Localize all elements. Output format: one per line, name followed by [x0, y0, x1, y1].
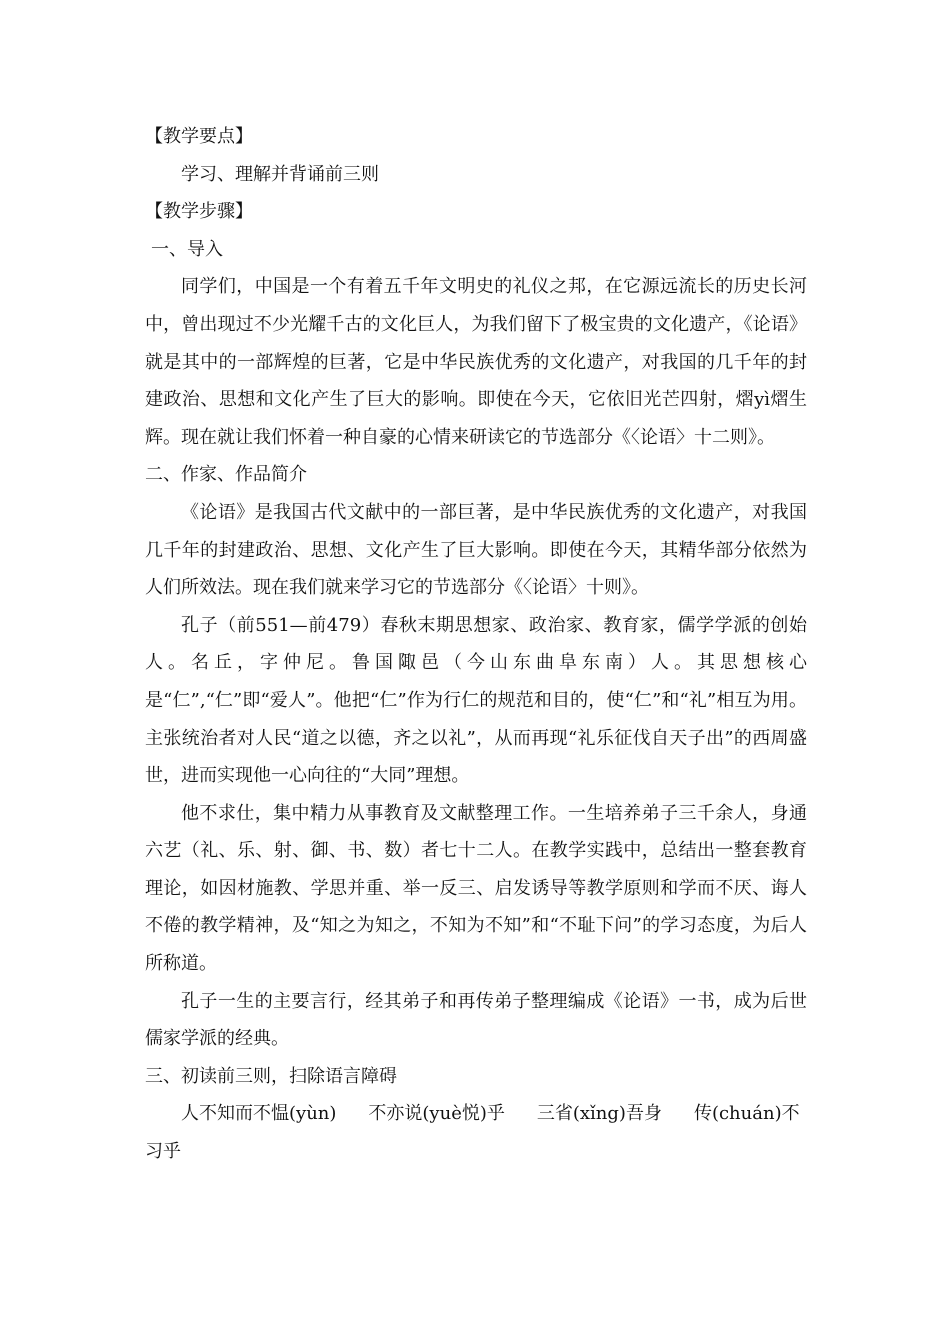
- part1-heading: 一、导入: [151, 238, 223, 260]
- vocab-list: [145, 1095, 807, 1170]
- part2-paragraph-4: 孔子一生的主要言行，经其弟子和再传弟子整理编成《论语》一书，成为后世儒家学派的经典。: [145, 990, 807, 1050]
- part2-paragraph-1: 《论语》是我国古代文献中的一部巨著，是中华民族优秀的文化遗产，对我国几千年的封建政治、思想、文化产生了巨大影响。即使在今天，其精华部分依然为人们所效法。现在我们就来学习它的节选部分《〈论语〉十则》。: [145, 501, 807, 599]
- key-points-text: 学习、理解并背诵前三则: [181, 163, 379, 185]
- vocab-item: 人不知而不愠(yùn): [181, 1103, 337, 1125]
- steps-heading: 【教学步骤】: [145, 201, 253, 223]
- part2-paragraph-3: 他不求仕，集中精力从事教育及文献整理工作。一生培养弟子三千余人，身通六艺（礼、乐、射、御、书、数）者七十二人。在教学实践中，总结出一整套教育理论，如因材施教、学思并重、举一反三、启发诱导等教学原则和学而不厌、诲人不倦的教学精神，及“知之为知之，不知为不知”和“不耻下问”的学习态度，为后人所称道。: [145, 802, 807, 975]
- vocab-item: 三省(xǐng)吾身: [536, 1103, 662, 1125]
- vocab-item: 不亦说(yuè悦)乎: [368, 1103, 505, 1125]
- vocab-item: 传(chuán)不习乎: [145, 1103, 800, 1163]
- part2-paragraph-2: 孔子（前551—前479）春秋末期思想家、政治家、教育家，儒学学派的创始人。名丘，字仲尼。鲁国陬邑（今山东曲阜东南）人。其思想核心是“仁”,“仁”即“爱人”。他把“仁”作为行仁的规范和目的，使“仁”和“礼”相互为用。主张统治者对人民“道之以德，齐之以礼”，从而再现“礼乐征伐自天子出”的西周盛世，进而实现他一心向往的“大同”理想。: [145, 614, 807, 787]
- part2-heading: 二、作家、作品简介: [145, 464, 307, 486]
- part1-paragraph: 同学们，中国是一个有着五千年文明史的礼仪之邦，在它源远流长的历史长河中，曾出现过不少光耀千古的文化巨人，为我们留下了极宝贵的文化遗产，《论语》就是其中的一部辉煌的巨著，它是中华民族优秀的文化遗产，对我国的几千年的封建政治、思想和文化产生了巨大的影响。即使在今天，它依旧光芒四射，熠yì熠生辉。现在就让我们怀着一种自豪的心情来研读它的节选部分《〈论语〉十二则》。: [145, 276, 807, 448]
- document-page: [145, 118, 807, 1171]
- key-points-heading: 【教学要点】: [145, 126, 253, 147]
- part3-heading: 三、初读前三则，扫除语言障碍: [145, 1065, 397, 1087]
